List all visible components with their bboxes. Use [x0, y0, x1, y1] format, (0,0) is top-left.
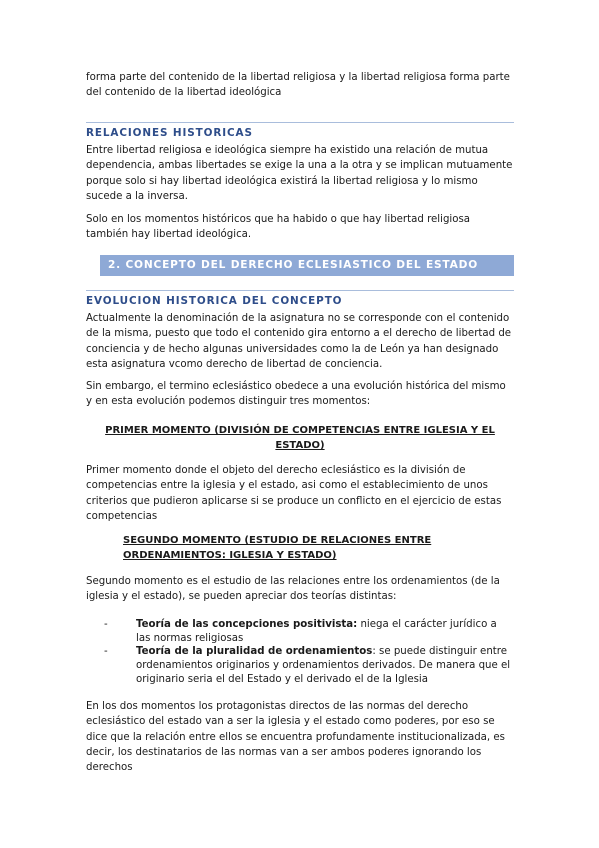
segundo-momento-heading: SEGUNDO MOMENTO (ESTUDIO DE RELACIONES ENTRE ORDENAMIENTOS: IGLESIA Y ESTADO): [123, 535, 432, 561]
item-term: Teoría de las concepciones positivista:: [136, 619, 358, 630]
primer-momento-heading: PRIMER MOMENTO (DIVISIÓN DE COMPETENCIAS ENTRE IGLESIA Y EL ESTADO): [105, 425, 495, 451]
evolucion-paragraph-2: Sin embargo, el termino eclesiástico obedece a una evolución histórica del mismo y en esta evolución podemos distinguir tres momentos:: [86, 381, 506, 408]
item-text: niega el carácter jurídico a las normas religiosas: [136, 619, 497, 645]
item-term: Teoría de la pluralidad de ordenamientos: [136, 646, 373, 657]
primer-momento-paragraph: Primer momento donde el objeto del derecho eclesiástico es la división de competencias entre la iglesia y el estado, asi como el establecimiento de unos criterios que pudieron aplicarse si se produce un conflicto en el ejercicio de estas competencias: [86, 465, 502, 522]
section-2-title: 2. CONCEPTO DEL DERECHO ECLESIASTICO DEL ESTADO: [100, 255, 514, 276]
relaciones-paragraph-2: Solo en los momentos históricos que ha habido o que hay libertad religiosa también hay libertad ideológica.: [86, 214, 471, 241]
dash-bullet: -: [104, 619, 108, 630]
relaciones-paragraph-1: Entre libertad religiosa e ideológica siempre ha existido una relación de mutua dependencia, ambas libertades se exige la una a la otra y se implican mutuamente porque solo si hay libertad ideológica existirá la libertad religiosa y lo mismo sucede a la inversa.: [86, 145, 513, 202]
dash-bullet: -: [104, 646, 108, 657]
evolucion-paragraph-1: Actualmente la denominación de la asignatura no se corresponde con el contenido de la misma, puesto que todo el contenido gira entorno a el derecho de libertad de conciencia y de hecho algunas universidades como la de León ya han designado esta asignatura vcomo derecho de libertad de conciencia.: [86, 313, 512, 370]
heading-rule: [86, 122, 514, 123]
heading-rule: [86, 290, 514, 291]
segundo-momento-paragraph: Segundo momento es el estudio de las relaciones entre los ordenamientos (de la iglesia y el estado), se pueden apreciar dos teorías distintas:: [86, 576, 500, 603]
evolucion-heading: EVOLUCION HISTORICA DEL CONCEPTO: [86, 295, 343, 307]
intro-paragraph: forma parte del contenido de la libertad religiosa y la libertad religiosa forma parte del contenido de la libertad ideológica: [86, 72, 510, 99]
relaciones-heading: RELACIONES HISTORICAS: [86, 127, 253, 139]
dos-momentos-paragraph: En los dos momentos los protagonistas directos de las normas del derecho eclesiástico del estado van a ser la iglesia y el estado como poderes, por eso se dice que la relación entre ellos se encuentra profundamente institucionalizada, es decir, los destinatarios de las normas van a ser ambos poderes ignorando los derechos: [86, 701, 505, 774]
item-text: : se puede distinguir entre ordenamientos originarios y ordenamientos derivados. De manera que el originario seria el del Estado y el derivado el de la Iglesia: [136, 646, 511, 686]
